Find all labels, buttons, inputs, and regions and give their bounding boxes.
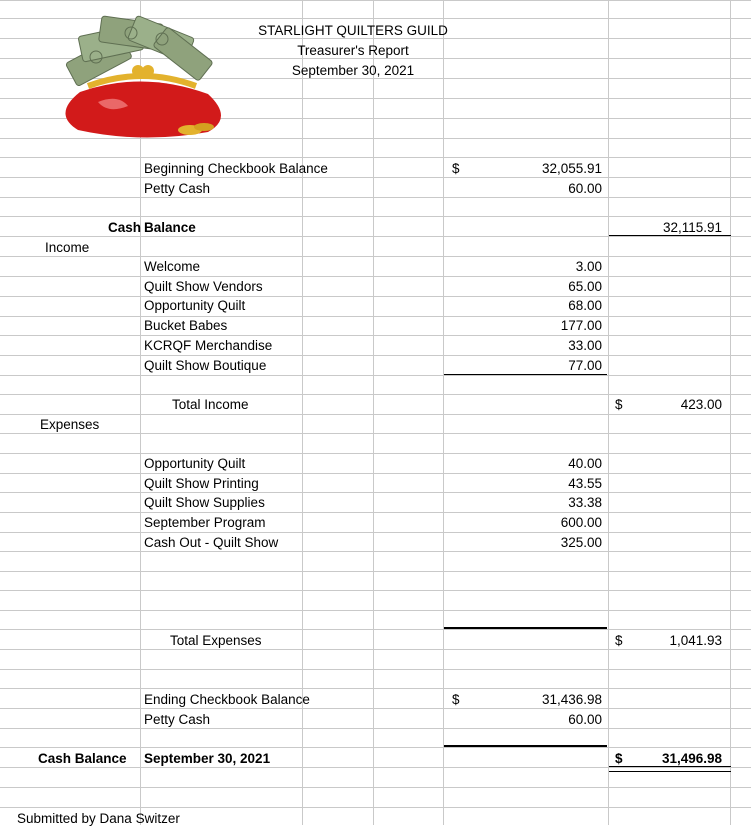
income-item-label: Quilt Show Boutique xyxy=(144,357,267,373)
row-gridline xyxy=(0,276,751,277)
row-gridline xyxy=(0,551,751,552)
row-gridline xyxy=(0,335,751,336)
total-expenses-value: 1,041.93 xyxy=(669,633,722,648)
currency-symbol: $ xyxy=(615,397,623,412)
currency-symbol: $ xyxy=(615,633,623,648)
row-gridline xyxy=(0,216,751,217)
income-item-label: Quilt Show Vendors xyxy=(144,278,263,294)
row-gridline xyxy=(0,0,751,1)
expenses-item-value: 600.00 xyxy=(560,515,602,531)
ending-checkbook-value: 31,436.98 xyxy=(541,692,602,707)
row-gridline xyxy=(0,316,751,317)
row-gridline xyxy=(0,236,751,237)
petty-cash-value: 60.00 xyxy=(568,712,602,727)
expenses-item-label: September Program xyxy=(144,515,266,531)
expenses-section-label: Expenses xyxy=(40,417,100,432)
row-gridline xyxy=(0,629,751,630)
petty-cash-label: Petty Cash xyxy=(144,712,211,727)
expenses-item-label: Cash Out - Quilt Show xyxy=(144,534,279,550)
income-item-label: KCRQF Merchandise xyxy=(144,337,273,353)
expenses-item-label: Quilt Show Printing xyxy=(144,475,259,491)
income-item-value: 68.00 xyxy=(568,298,602,314)
total-income-label: Total Income xyxy=(172,397,249,412)
underline xyxy=(444,627,607,629)
report-date: September 30, 2021 xyxy=(291,63,415,78)
row-gridline xyxy=(0,807,751,808)
final-cash-balance-date: September 30, 2021 xyxy=(144,751,271,766)
row-gridline xyxy=(0,688,751,689)
cash-balance-label: Cash xyxy=(107,220,141,235)
beginning-checkbook-label: Beginning Checkbook Balance xyxy=(144,161,328,176)
expenses-item-label: Opportunity Quilt xyxy=(144,456,246,471)
column-gridline xyxy=(730,0,731,825)
income-item-value: 3.00 xyxy=(575,259,602,274)
row-gridline xyxy=(0,492,751,493)
row-gridline xyxy=(0,453,751,454)
currency-symbol: $ xyxy=(452,161,460,176)
row-gridline xyxy=(0,649,751,650)
row-gridline xyxy=(0,355,751,356)
row-gridline xyxy=(0,197,751,198)
income-item-value: 177.00 xyxy=(560,318,602,334)
row-gridline xyxy=(0,610,751,611)
expenses-item-value: 43.55 xyxy=(568,475,602,491)
submitted-by: Submitted by Dana Switzer xyxy=(17,811,180,826)
row-gridline xyxy=(0,473,751,474)
cash-balance-value: 32,115.91 xyxy=(662,220,722,235)
column-gridline xyxy=(608,0,609,825)
expenses-item-value: 33.38 xyxy=(568,495,602,511)
row-gridline xyxy=(0,747,751,748)
currency-symbol: $ xyxy=(452,692,460,707)
beginning-checkbook-value: 32,055.91 xyxy=(541,161,602,176)
row-gridline xyxy=(0,433,751,434)
ending-checkbook-label: Ending Checkbook Balance xyxy=(144,692,310,707)
row-gridline xyxy=(0,296,751,297)
column-gridline xyxy=(443,0,444,825)
income-item-value: 77.00 xyxy=(568,357,602,373)
row-gridline xyxy=(0,708,751,709)
org-title: STARLIGHT QUILTERS GUILD xyxy=(258,23,448,38)
row-gridline xyxy=(0,728,751,729)
income-item-label: Opportunity Quilt xyxy=(144,298,246,314)
row-gridline xyxy=(0,177,751,178)
underline xyxy=(444,745,607,747)
report-title: Treasurer's Report xyxy=(297,43,409,58)
expenses-item-value: 40.00 xyxy=(568,456,602,471)
final-cash-balance-label: Cash Balance xyxy=(38,751,127,766)
total-income-value: 423.00 xyxy=(680,397,722,412)
row-gridline xyxy=(0,590,751,591)
expenses-item-label: Quilt Show Supplies xyxy=(144,495,265,511)
row-gridline xyxy=(0,157,751,158)
row-gridline xyxy=(0,787,751,788)
double-underline xyxy=(609,766,731,772)
row-gridline xyxy=(0,375,751,376)
column-gridline xyxy=(373,0,374,825)
petty-cash-label: Petty Cash xyxy=(144,181,211,196)
cash-balance-label-2: Balance xyxy=(144,220,196,235)
row-gridline xyxy=(0,394,751,395)
income-item-label: Bucket Babes xyxy=(144,318,228,334)
row-gridline xyxy=(0,669,751,670)
income-item-label: Welcome xyxy=(144,259,201,274)
final-cash-balance-value: 31,496.98 xyxy=(661,751,722,766)
expenses-item-value: 325.00 xyxy=(560,534,602,550)
income-item-value: 65.00 xyxy=(568,278,602,294)
row-gridline xyxy=(0,571,751,572)
underline xyxy=(444,374,607,375)
row-gridline xyxy=(0,256,751,257)
petty-cash-value: 60.00 xyxy=(568,181,602,196)
underline xyxy=(609,235,731,236)
row-gridline xyxy=(0,512,751,513)
row-gridline xyxy=(0,414,751,415)
currency-symbol: $ xyxy=(615,751,623,766)
row-gridline xyxy=(0,532,751,533)
income-item-value: 33.00 xyxy=(568,337,602,353)
income-section-label: Income xyxy=(45,240,90,255)
total-expenses-label: Total Expenses xyxy=(170,633,262,648)
